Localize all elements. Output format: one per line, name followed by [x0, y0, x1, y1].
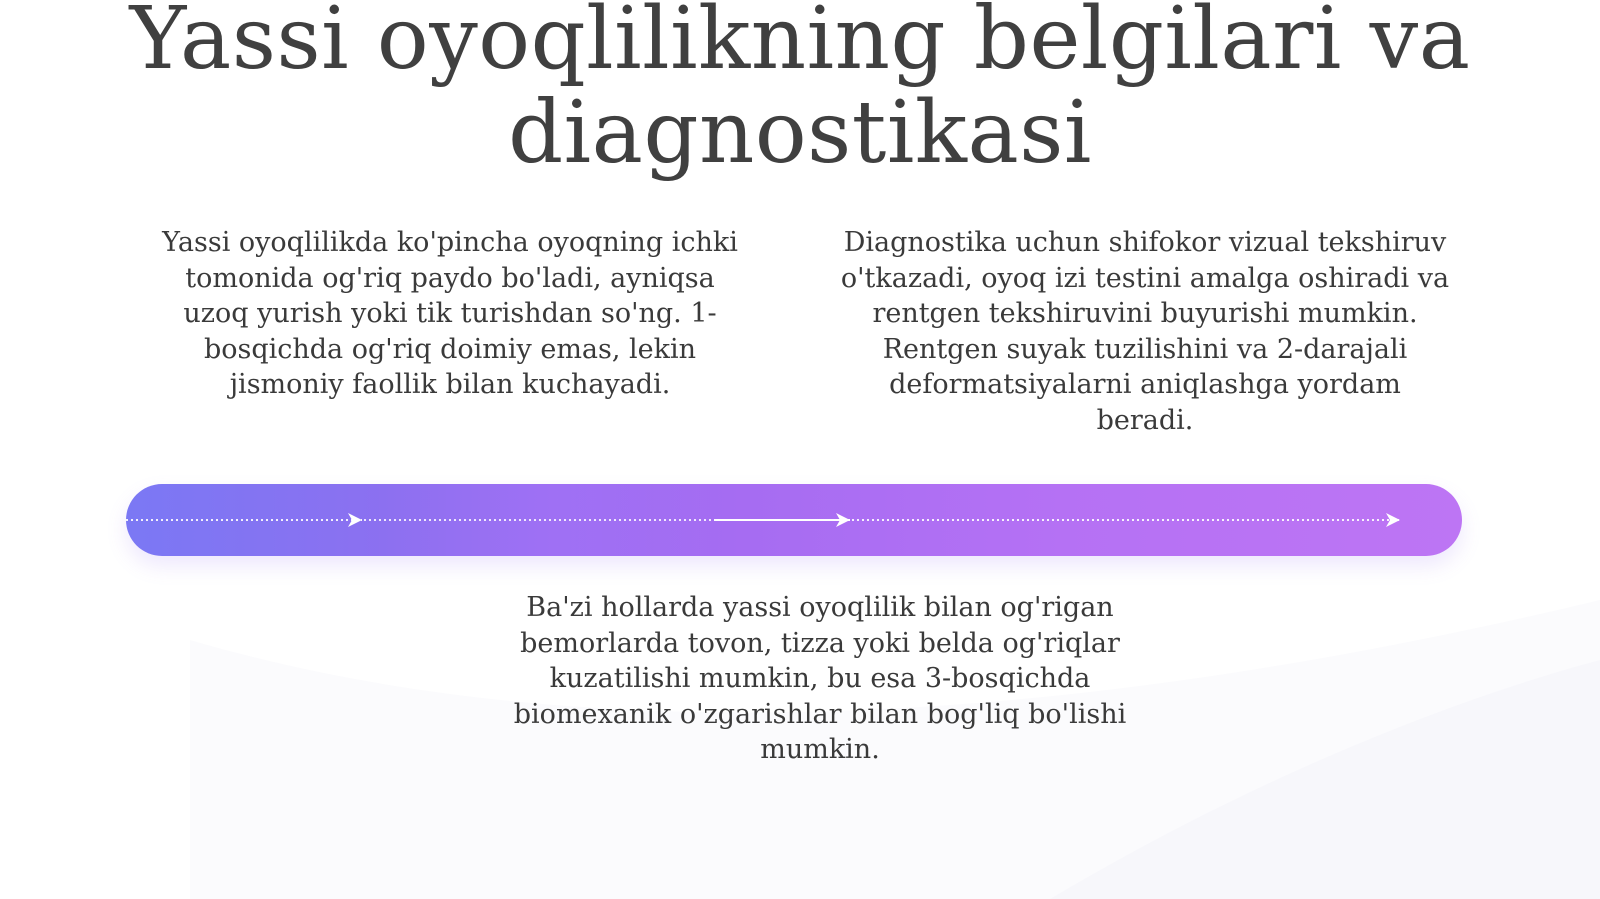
diagnostics-paragraph: Diagnostika uchun shifokor vizual tekshiruv o'tkazadi, oyoq izi testini amalga oshiradi va rentgen tekshiruvini buyurishi mumkin. Rentgen suyak tuzilishini va 2-darajali deformatsiyalarni aniqlashga yordam beradi. [840, 227, 1450, 436]
timeline-arrows [126, 484, 1462, 556]
complications-paragraph: Ba'zi hollarda yassi oyoqlilik bilan og'rigan bemorlarda tovon, tizza yoki belda og'riqlar kuzatilishi mumkin, bu esa 3-bosqichda biomexanik o'zgarishlar bilan bog'liq bo'lishi mumkin. [513, 592, 1127, 765]
timeline-bar [126, 484, 1462, 556]
arrow-right-icon [348, 513, 362, 527]
symptoms-paragraph: Yassi oyoqlilikda ko'pincha oyoqning ichki tomonida og'riq paydo bo'ladi, ayniqsa uzoq yurish yoki tik turishdan so'ng. 1-bosqichda og'riq doimiy emas, lekin jismoniy faollik bilan kuchayadi. [162, 227, 738, 400]
slide-title: Yassi oyoqlilikning belgilari va diagnostikasi [129, 0, 1471, 183]
